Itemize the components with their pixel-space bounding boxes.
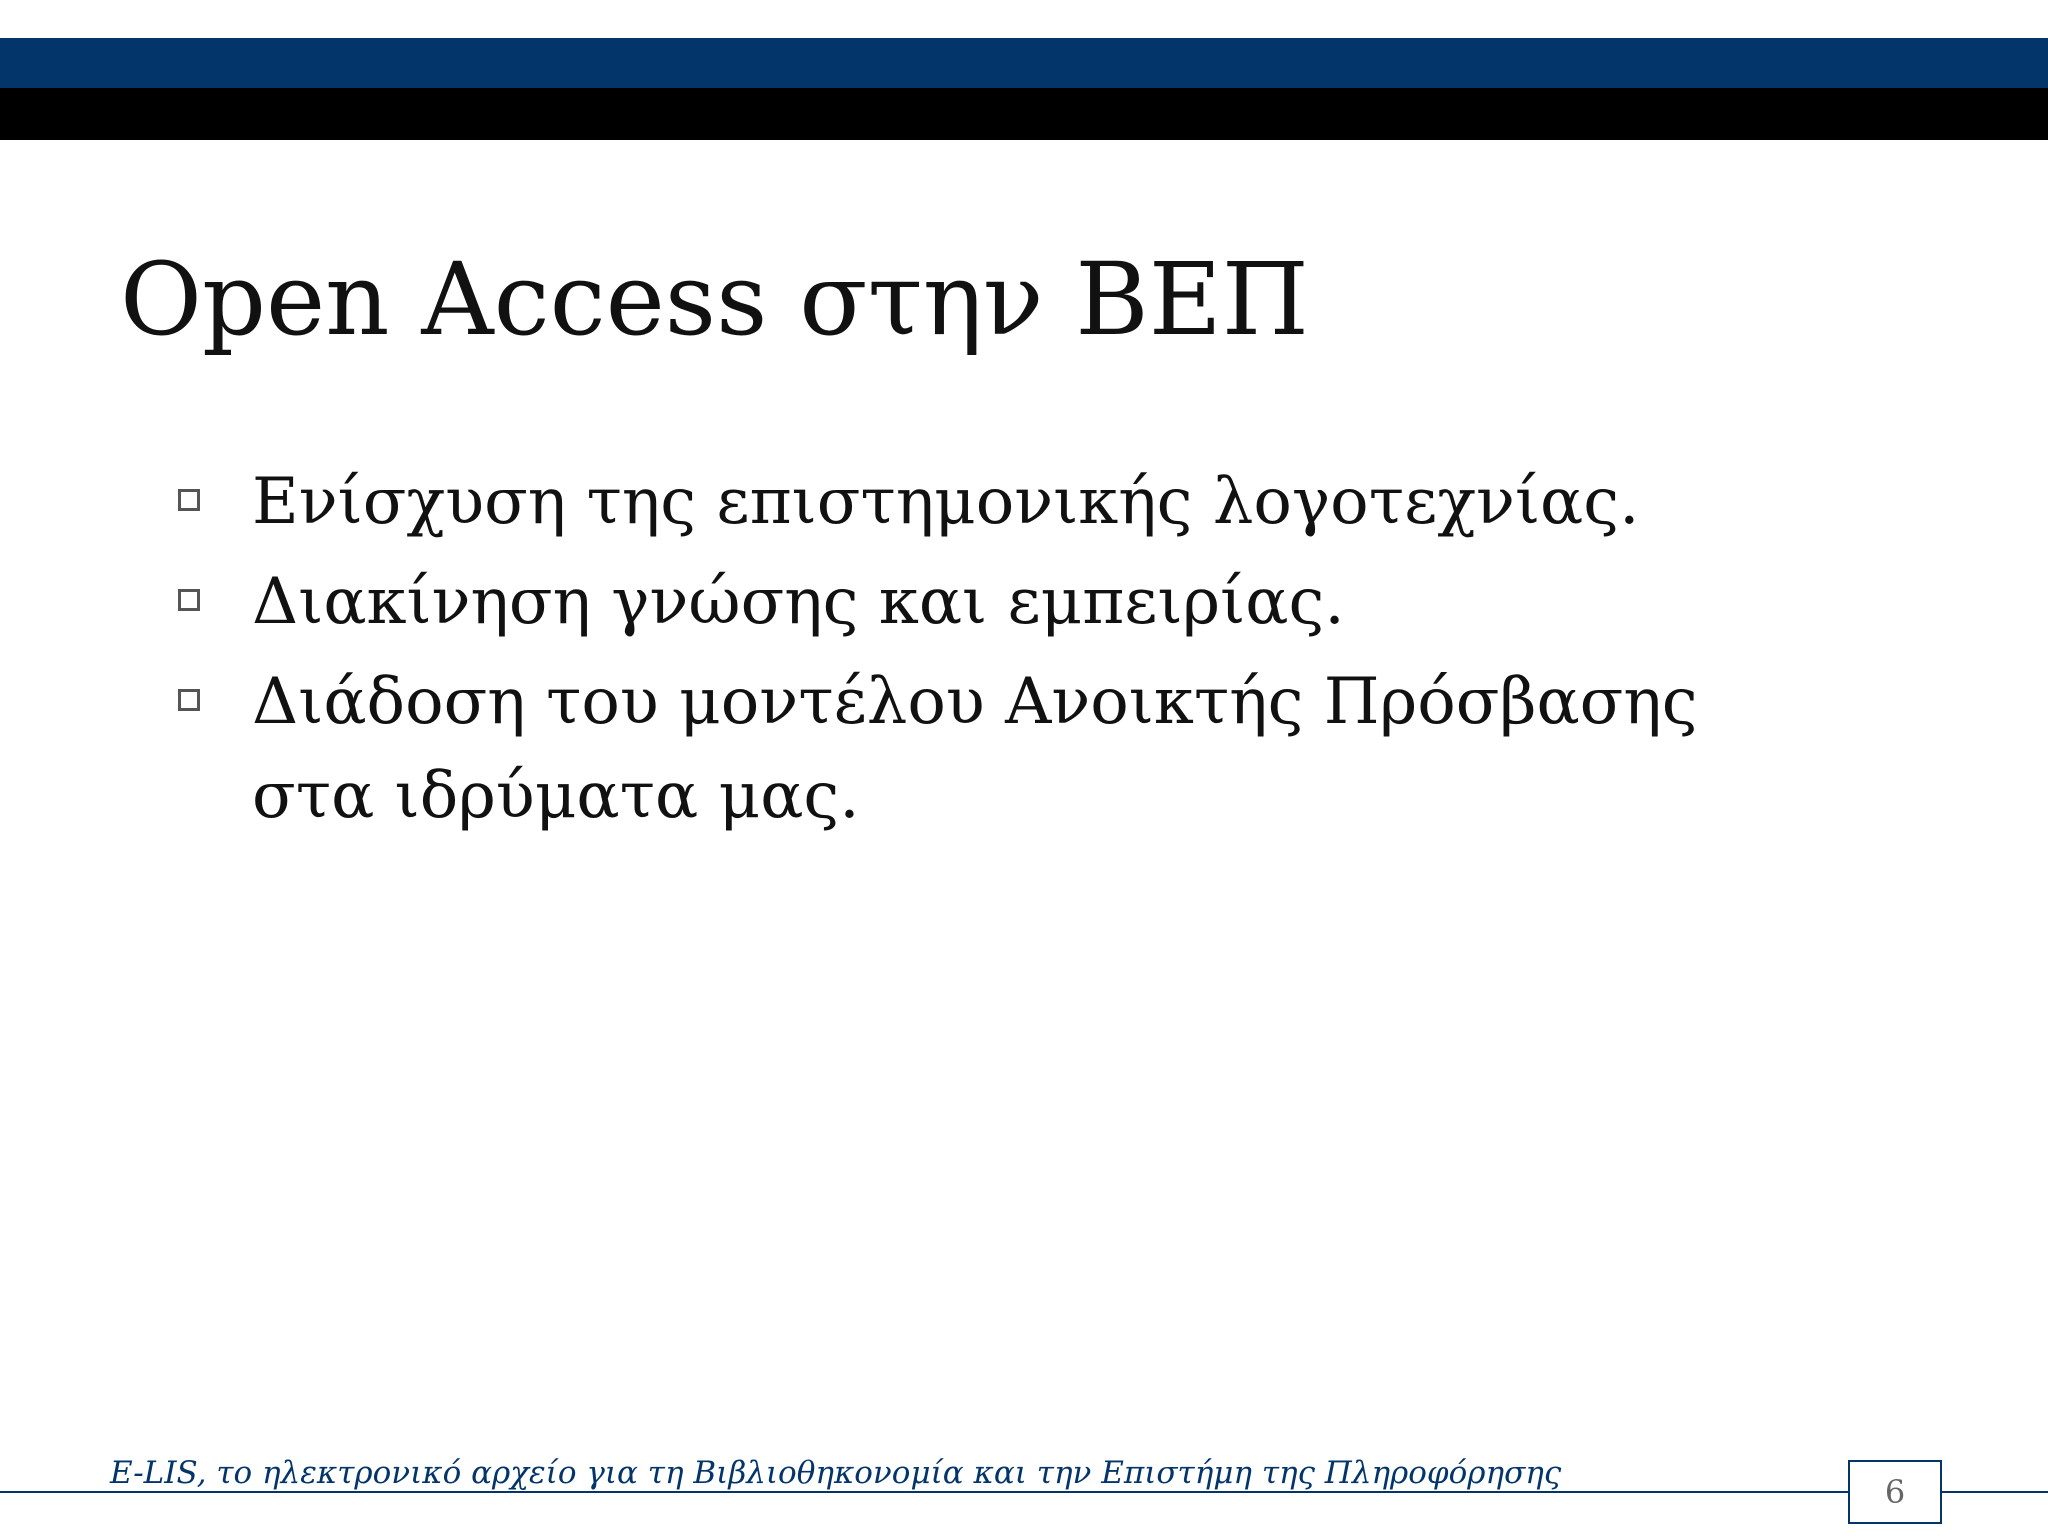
- slide-title: Open Access στην ΒΕΠ: [120, 241, 1309, 358]
- hollow-square-bullet-icon: [178, 689, 200, 711]
- header-band-blue: [0, 38, 2048, 88]
- bullet-text: Διάδοση του μοντέλου Ανοικτής Πρόσβασης στα ιδρύματα μας.: [252, 665, 1698, 833]
- bullet-text: Διακίνηση γνώσης και εμπειρίας.: [252, 565, 1345, 639]
- page-number: 6: [1848, 1460, 1942, 1524]
- bullet-item: [178, 555, 1828, 649]
- hollow-square-bullet-icon: [178, 589, 200, 611]
- bullet-item: [178, 455, 1828, 549]
- footer-divider: [0, 1491, 2048, 1493]
- hollow-square-bullet-icon: [178, 489, 200, 511]
- footer-caption: E-LIS, το ηλεκτρονικό αρχείο για τη Βιβλιοθηκονομία και την Επιστήμη της Πληροφόρησης: [110, 1455, 1562, 1491]
- bullet-list: [178, 455, 1828, 849]
- bullet-text: Ενίσχυση της επιστημονικής λογοτεχνίας.: [252, 465, 1640, 539]
- header-band-black: [0, 88, 2048, 140]
- bullet-item: [178, 655, 1828, 843]
